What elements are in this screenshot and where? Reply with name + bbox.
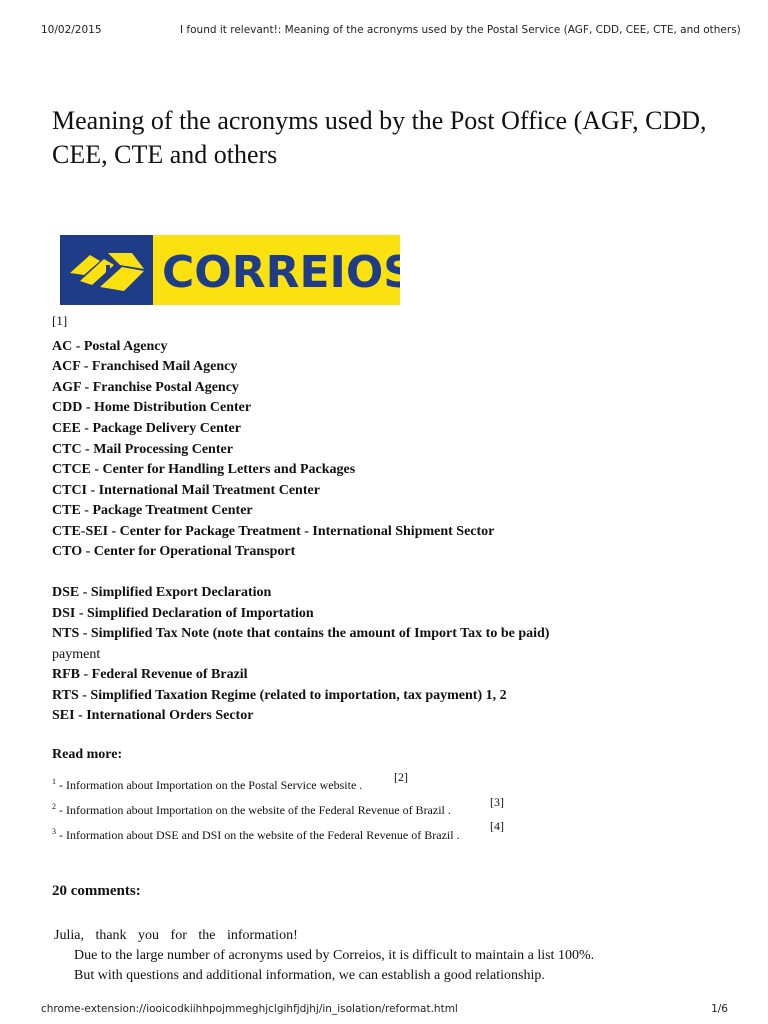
- page-number: 1/6: [711, 1003, 728, 1015]
- correios-logo-graphic: [60, 235, 400, 305]
- correios-logo: [60, 235, 400, 305]
- print-page-title: I found it relevant!: Meaning of the acronyms used by the Postal Service (AGF, CDD, CEE, CTE, and others): [180, 24, 741, 36]
- acronym-item: AC - Postal Agency: [52, 339, 168, 354]
- acronym-item: CTCE - Center for Handling Letters and Packages: [52, 462, 356, 477]
- note-number: 3: [52, 827, 56, 836]
- note-text[interactable]: - Information about Importation on the website of the Federal Revenue of Brazil .: [56, 803, 451, 817]
- article-title: Meaning of the acronyms used by the Post Office (AGF, CDD, CEE, CTE and others: [52, 106, 707, 169]
- acronym-item: NTS - Simplified Tax Note (note that contains the amount of Import Tax to be paid): [52, 626, 550, 641]
- acronym-item: CTO - Center for Operational Transport: [52, 544, 296, 559]
- acronym-item: SEI - International Orders Sector: [52, 708, 254, 723]
- comments-heading: 20 comments:: [52, 883, 141, 899]
- comment-line: Julia, thank you for the information!: [54, 928, 298, 943]
- print-date: 10/02/2015: [41, 24, 102, 36]
- footnote-ref-2[interactable]: [2]: [394, 770, 408, 784]
- comment-line: But with questions and additional information, we can establish a good relationship.: [74, 968, 545, 983]
- acronym-item: CTE - Package Treatment Center: [52, 503, 253, 518]
- logo-wordmark: CORREIOS: [162, 247, 400, 298]
- footnote-ref-1[interactable]: [1]: [52, 313, 68, 328]
- read-more-note: [52, 774, 362, 793]
- acronym-item: CEE - Package Delivery Center: [52, 421, 241, 436]
- acronym-item: RFB - Federal Revenue of Brazil: [52, 667, 248, 682]
- read-more-heading: Read more:: [52, 747, 123, 762]
- print-header: [0, 24, 768, 40]
- print-url: chrome-extension://iooicodkiihhpojmmeghjclgihfjdjhj/in_isolation/reformat.html: [41, 1003, 458, 1015]
- acronym-item: DSE - Simplified Export Declaration: [52, 585, 272, 600]
- footnote-ref-4[interactable]: [4]: [490, 819, 504, 833]
- note-text[interactable]: - Information about DSE and DSI on the website of the Federal Revenue of Brazil .: [56, 828, 460, 842]
- comment-line: Due to the large number of acronyms used by Correios, it is difficult to maintain a list 100%.: [74, 948, 595, 963]
- print-footer: [0, 1003, 768, 1019]
- acronym-item: AGF - Franchise Postal Agency: [52, 380, 239, 395]
- note-number: 2: [52, 802, 56, 811]
- note-text[interactable]: - Information about Importation on the Postal Service website .: [56, 778, 363, 792]
- acronym-item: CTCI - International Mail Treatment Center: [52, 483, 320, 498]
- footnote-ref-3[interactable]: [3]: [490, 795, 504, 809]
- acronym-item: ACF - Franchised Mail Agency: [52, 359, 238, 374]
- acronym-item: DSI - Simplified Declaration of Importation: [52, 606, 314, 621]
- acronym-item: CDD - Home Distribution Center: [52, 400, 252, 415]
- acronym-continuation: payment: [52, 647, 101, 662]
- acronym-item: CTE-SEI - Center for Package Treatment - International Shipment Sector: [52, 524, 495, 539]
- note-number: 1: [52, 777, 56, 786]
- read-more-note: [52, 824, 460, 843]
- acronym-item: RTS - Simplified Taxation Regime (related to importation, tax payment) 1, 2: [52, 688, 507, 703]
- acronym-item: CTC - Mail Processing Center: [52, 442, 233, 457]
- read-more-note: [52, 799, 451, 818]
